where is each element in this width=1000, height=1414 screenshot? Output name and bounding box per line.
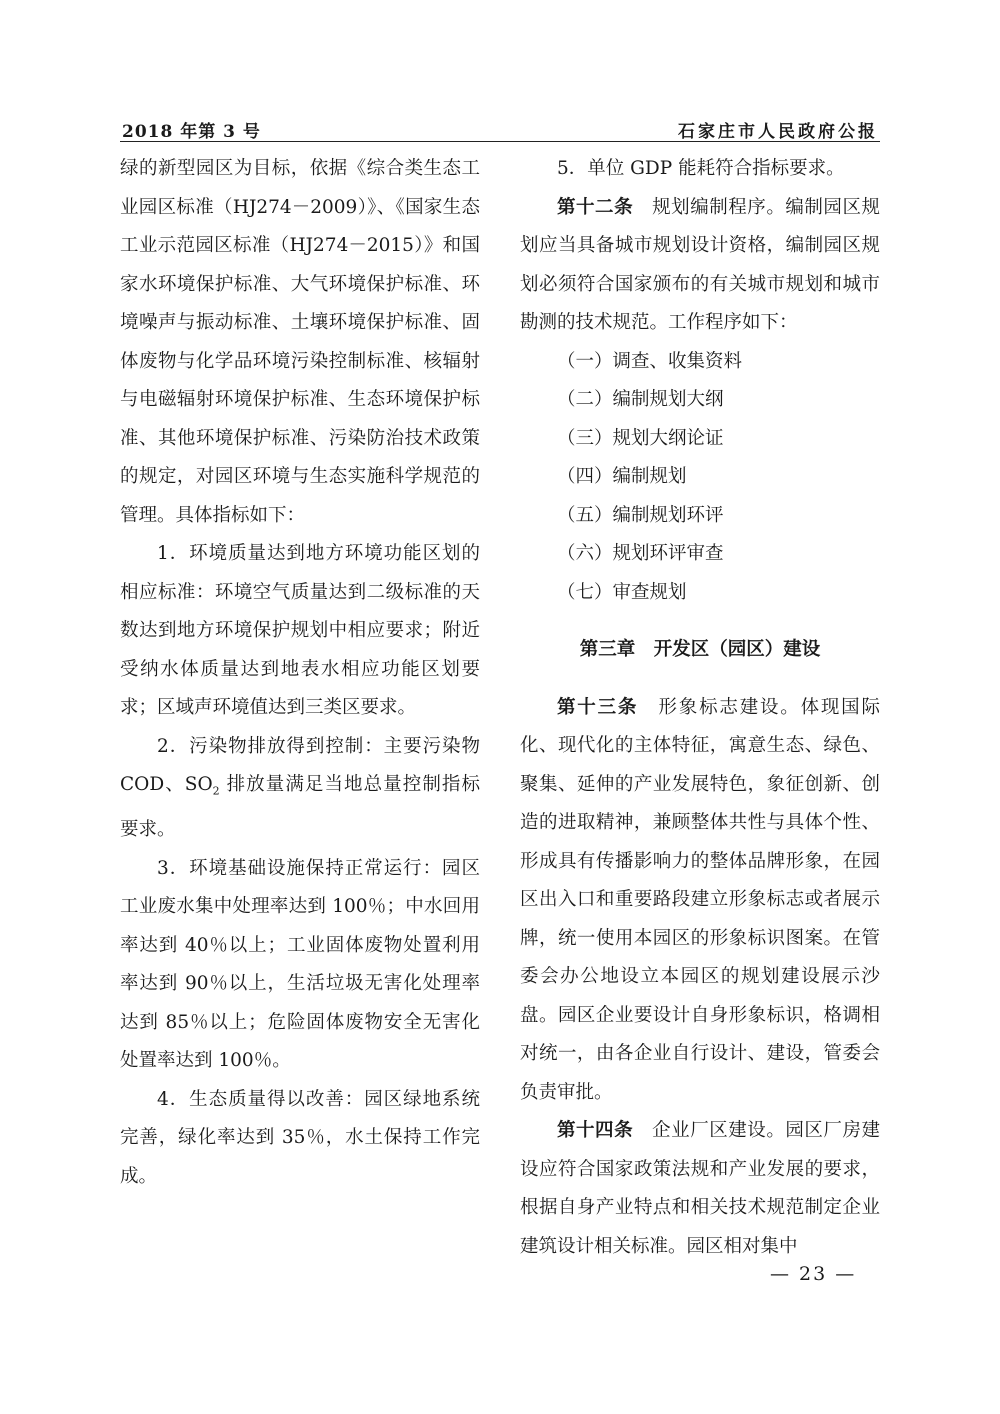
issue-number: 2018 年第 3 号 <box>122 122 261 142</box>
subscript: 2 <box>212 784 220 798</box>
procedure-step: （六）规划环评审查 <box>557 543 724 564</box>
article-14-title: 第十四条 <box>557 1120 634 1141</box>
article-13-text: 形象标志建设。体现国际化、现代化的主体特征，寓意生态、绿色、聚集、延伸的产业发展特色，象征创新、创造的进取精神，兼顾整体共性与具体个性、形成具有传播影响力的整体品牌形象，在园区出入口和重要路段建立形象标志或者展示牌，统一使用本园区的形象标识图案。在管委会办公地设立本园区的规划建设展示沙盘。园区企业要设计自身形象标识，格调相对统一，由各企业自行设计、建设，管委会负责审批。 <box>520 696 880 1103</box>
indicator-item-2-text-a: 2．污染物排放得到控制：主要污染物 COD、SO <box>120 735 480 795</box>
left-column <box>120 150 480 1196</box>
page-number: — 23 — <box>770 1263 857 1285</box>
indicator-item-2 <box>120 728 480 850</box>
article-14-text: 企业厂区建设。园区厂房建设应符合国家政策法规和产业发展的要求，根据自身产业特点和相关技术规范制定企业建筑设计相关标准。园区相对集中 <box>520 1120 880 1257</box>
article-13 <box>520 689 880 1113</box>
article-12-title: 第十二条 <box>557 196 634 218</box>
indicator-item-5: 5．单位 GDP 能耗符合指标要求。 <box>557 158 845 179</box>
procedure-step: （四）编制规划 <box>557 466 687 487</box>
indicator-item-3: 3．环境基础设施保持正常运行：园区工业废水集中处理率达到 100％；中水回用率达到 40％以上；工业固体废物处置利用率达到 90％以上，生活垃圾无害化处理率达到 85％以上；危险固体废物安全无害化处置率达到 100％。 <box>120 857 480 1072</box>
publication-title: 石家庄市人民政府公报 <box>678 122 878 142</box>
article-12 <box>520 189 880 343</box>
intro-paragraph: 绿的新型园区为目标，依据《综合类生态工业园区标准（HJ274－2009）》、《国家生态工业示范园区标准（HJ274－2015）》和国家水环境保护标准、大气环境保护标准、环境噪声与振动标准、土壤环境保护标准、固体废物与化学品环境污染控制标准、核辐射与电磁辐射环境保护标准、生态环境保护标准、其他环境保护标准、污染防治技术政策的规定，对园区环境与生态实施科学规范的管理。具体指标如下： <box>120 158 480 526</box>
procedure-step: （二）编制规划大纲 <box>557 389 724 410</box>
indicator-item-2-text-b: 排放量满足当地总量控制指标要求。 <box>120 774 480 841</box>
indicator-item-4: 4．生态质量得以改善：园区绿地系统完善，绿化率达到 35％，水土保持工作完成。 <box>120 1088 480 1187</box>
procedure-step: （七）审查规划 <box>557 581 687 603</box>
article-13-title: 第十三条 <box>557 696 639 718</box>
procedure-step: （五）编制规划环评 <box>557 504 724 526</box>
procedure-step: （三）规划大纲论证 <box>557 427 724 449</box>
header-divider <box>120 141 880 142</box>
right-column <box>520 150 880 1266</box>
procedure-step: （一）调查、收集资料 <box>557 350 743 372</box>
chapter-heading: 第三章 开发区（园区）建设 <box>579 639 821 660</box>
indicator-item-1: 1．环境质量达到地方环境功能区划的相应标准：环境空气质量达到二级标准的天数达到地方环境保护规划中相应要求；附近受纳水体质量达到地表水相应功能区划要求；区域声环境值达到三类区要求。 <box>120 543 480 718</box>
article-14 <box>520 1112 880 1266</box>
article-12-text: 规划编制程序。编制园区规划应当具备城市规划设计资格，编制园区规划必须符合国家颁布的有关城市规划和城市勘测的技术规范。工作程序如下： <box>520 196 880 333</box>
